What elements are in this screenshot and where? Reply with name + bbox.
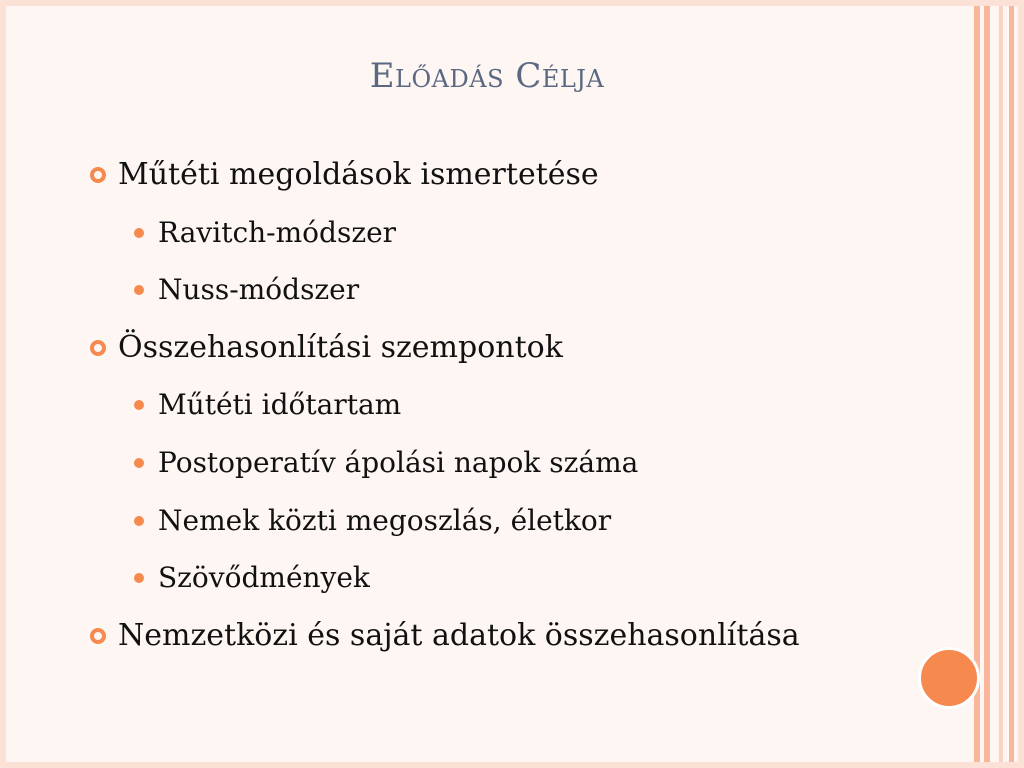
bullet-item	[90, 146, 970, 204]
ring-bullet-icon	[90, 628, 106, 644]
sub-bullet-item	[90, 549, 970, 607]
decorative-stripe	[974, 6, 980, 768]
sub-bullet-text: Ravitch-módszer	[158, 215, 397, 249]
dot-bullet-icon	[134, 228, 144, 238]
sub-bullet-text: Nuss-módszer	[158, 273, 360, 307]
decorative-circle	[918, 647, 980, 709]
slide-title: Előadás Célja	[369, 56, 605, 96]
decorative-stripe	[999, 6, 1003, 768]
bullet-text: Összehasonlítási szempontok	[118, 329, 563, 365]
dot-bullet-icon	[134, 400, 144, 410]
decorative-stripe	[1009, 6, 1014, 768]
dot-bullet-icon	[134, 458, 144, 468]
ring-bullet-icon	[90, 167, 106, 183]
decorative-stripe	[1019, 6, 1024, 768]
sub-bullet-item	[90, 434, 970, 492]
sub-bullet-item	[90, 204, 970, 262]
bullet-text: Nemzetközi és saját adatok összehasonlítása	[118, 617, 800, 653]
bullet-item	[90, 319, 970, 377]
dot-bullet-icon	[134, 285, 144, 295]
ring-bullet-icon	[90, 340, 106, 356]
bullet-text: Műtéti megoldások ismertetése	[118, 157, 599, 192]
sub-bullet-text: Műtéti időtartam	[158, 388, 402, 422]
sub-bullet-text: Postoperatív ápolási napok száma	[158, 445, 639, 479]
bullet-list	[90, 146, 970, 664]
sub-bullet-item	[90, 376, 970, 434]
sub-bullet-item	[90, 261, 970, 319]
sub-bullet-item	[90, 492, 970, 550]
sub-bullet-text: Nemek közti megoszlás, életkor	[158, 503, 612, 537]
sub-bullet-text: Szövődmények	[158, 561, 370, 595]
dot-bullet-icon	[134, 573, 144, 583]
bullet-item	[90, 607, 970, 665]
decorative-stripe	[984, 6, 990, 768]
dot-bullet-icon	[134, 516, 144, 526]
